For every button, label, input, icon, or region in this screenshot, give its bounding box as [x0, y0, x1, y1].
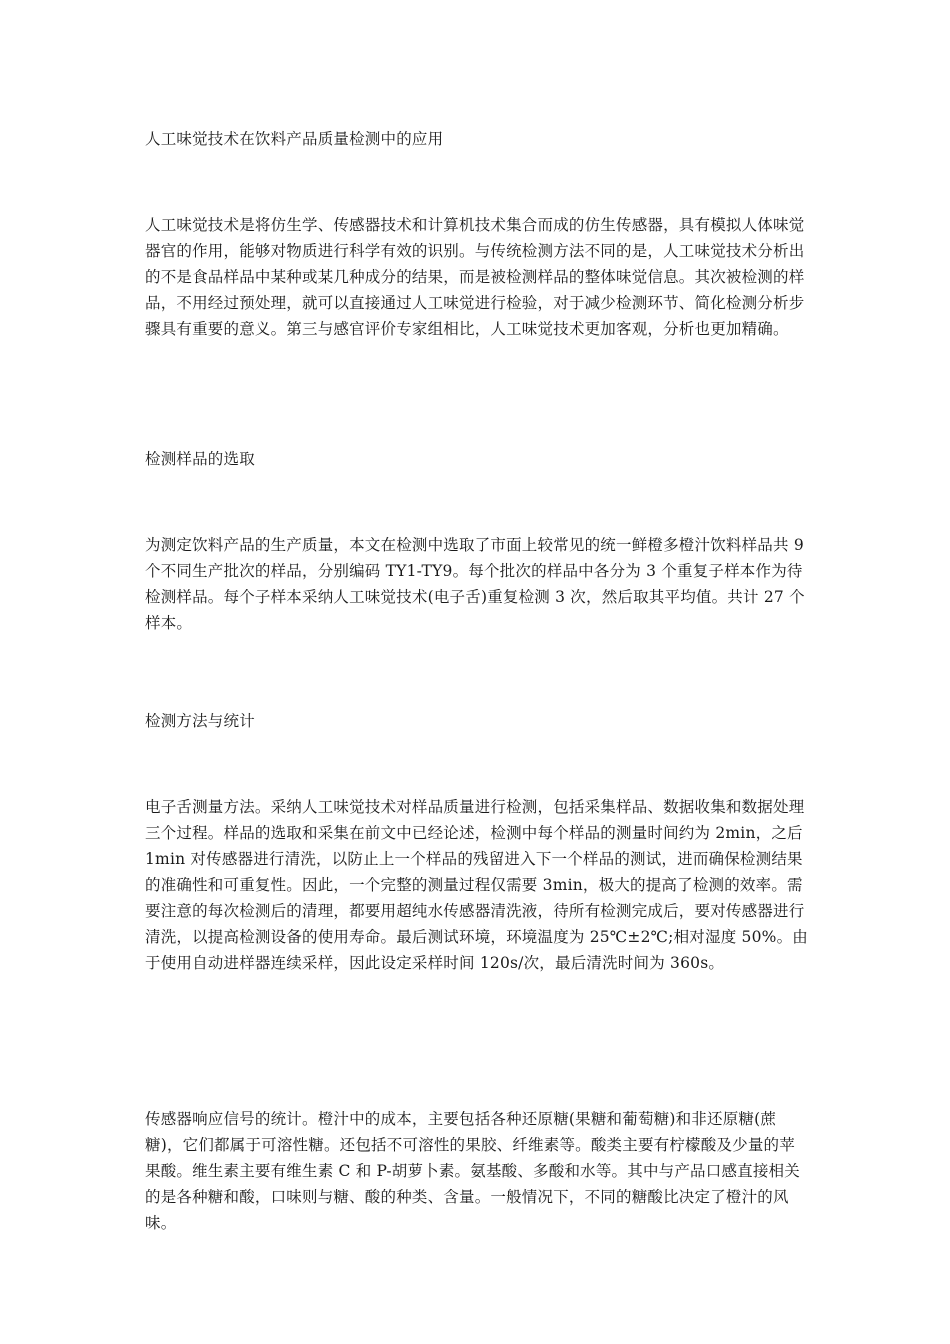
section-heading-methods: 检测方法与统计 — [145, 712, 255, 730]
sample-selection-paragraph: 为测定饮料产品的生产质量，本文在检测中选取了市面上较常见的统一鲜橙多橙汁饮料样品共 9 个不同生产批次的样品，分别编码 TY1-TY9。每个批次的样品中各分为 3 个重复子样本作为待检测样品。每个子样本采纳人工味觉技术(电子舌)重复检测 3 次，然后取其平均值。共计 27 个样本。 — [145, 536, 805, 632]
section-heading-sample-selection: 检测样品的选取 — [145, 450, 255, 468]
measurement-method-paragraph: 电子舌测量方法。采纳人工味觉技术对样品质量进行检测，包括采集样品、数据收集和数据处理三个过程。样品的选取和采集在前文中已经论述，检测中每个样品的测量时间约为 2min，之后 1min 对传感器进行清洗，以防止上一个样品的残留进入下一个样品的测试，进而确保检测结果的准确性和可重复性。因此，一个完整的测量过程仅需要 3min，极大的提高了检测的效率。需要注意的每次检测后的清理，都要用超纯水传感器清洗液，待所有检测完成后，要对传感器进行清洗，以提高检测设备的使用寿命。最后测试环境，环境温度为 25℃±2℃;相对湿度 50%。由于使用自动进样器连续采样，因此设定采样时间 120s/次，最后清洗时间为 360s。 — [145, 798, 808, 972]
intro-paragraph: 人工味觉技术是将仿生学、传感器技术和计算机技术集合而成的仿生传感器，具有模拟人体味觉器官的作用，能够对物质进行科学有效的识别。与传统检测方法不同的是，人工味觉技术分析出的不是食品样品中某种或某几种成分的结果，而是被检测样品的整体味觉信息。其次被检测的样品，不用经过预处理，就可以直接通过人工味觉进行检验，对于减少检测环节、简化检测分析步骤具有重要的意义。第三与感官评价专家组相比，人工味觉技术更加客观，分析也更加精确。 — [145, 216, 805, 338]
document-title: 人工味觉技术在饮料产品质量检测中的应用 — [145, 130, 444, 148]
sensor-signal-paragraph: 传感器响应信号的统计。橙汁中的成本，主要包括各种还原糖(果糖和葡萄糖)和非还原糖(蔗糖)，它们都属于可溶性糖。还包括不可溶性的果胶、纤维素等。酸类主要有柠檬酸及少量的苹果酸。维生素主要有维生素 C 和 P-胡萝卜素。氨基酸、多酸和水等。其中与产品口感直接相关的是各种糖和酸，口味则与糖、酸的种类、含量。一般情况下，不同的糖酸比决定了橙汁的风味。 — [145, 1110, 800, 1232]
